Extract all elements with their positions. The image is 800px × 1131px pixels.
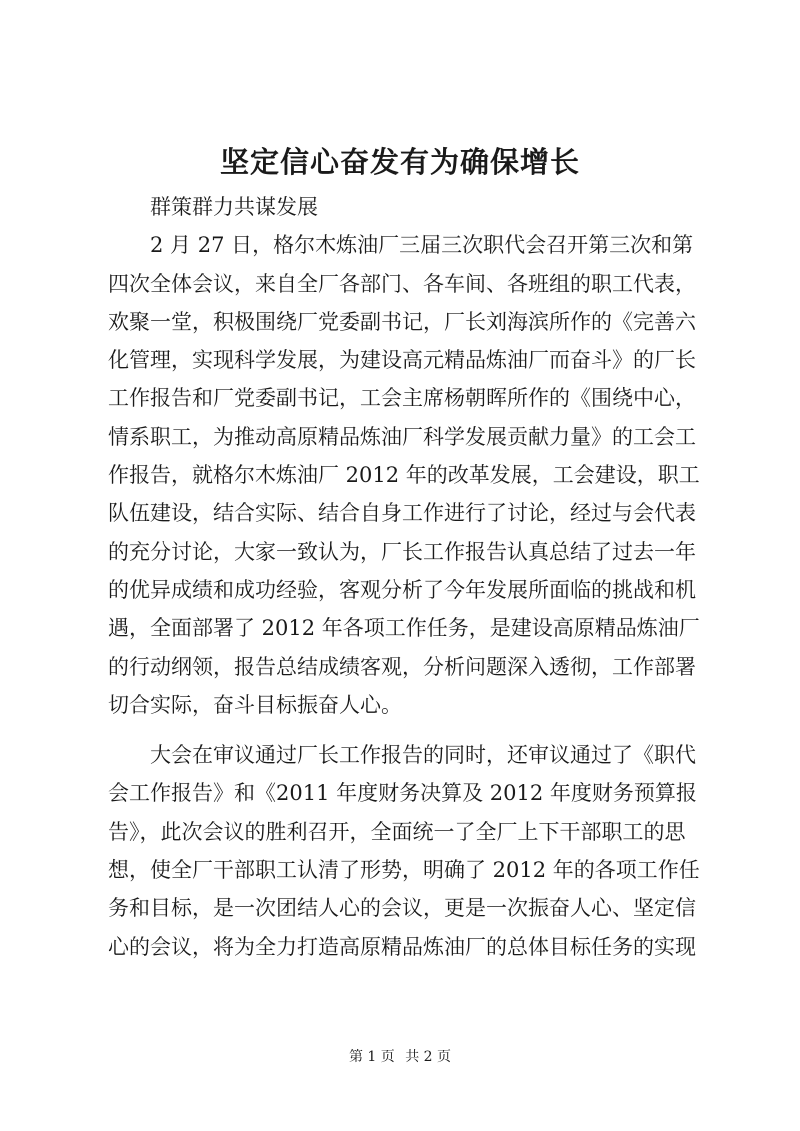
- paragraph-line: 的充分讨论，大家一致认为，厂长工作报告认真总结了过去一年: [108, 539, 696, 564]
- paragraph-1: [108, 226, 714, 724]
- paragraph-line: 切合实际，奋斗目标振奋人心。: [108, 692, 402, 717]
- subtitle-line: 群策群力共谋发展: [150, 195, 318, 219]
- paragraph-line: 大会在审议通过厂长工作报告的同时，还审议通过了《职代: [150, 743, 696, 768]
- paragraph-line: 心的会议，将为全力打造高原精品炼油厂的总体目标任务的实现: [108, 934, 696, 959]
- paragraph-line: 情系职工，为推动高原精品炼油厂科学发展贡献力量》的工会工: [108, 424, 696, 449]
- paragraph-line: 化管理，实现科学发展，为建设高元精品炼油厂而奋斗》的厂长: [108, 348, 696, 373]
- page-footer: [0, 1047, 800, 1067]
- paragraph-line: 遇，全面部署了 2012 年各项工作任务，是建设高原精品炼油厂: [108, 616, 700, 641]
- paragraph-line: 四次全体会议，来自全厂各部门、各车间、各班组的职工代表，: [108, 271, 696, 296]
- paragraph-line: 想，使全厂干部职工认清了形势，明确了 2012 年的各项工作任: [108, 858, 700, 883]
- paragraph-line: 欢聚一堂，积极围绕厂党委副书记，厂长刘海滨所作的《完善六: [108, 309, 696, 334]
- paragraph-line: 告》，此次会议的胜利召开，全面统一了全厂上下干部职工的思: [108, 819, 686, 844]
- paragraph-line: 2 月 27 日，格尔木炼油厂三届三次职代会召开第三次和第: [150, 233, 694, 258]
- paragraph-line: 工作报告和厂党委副书记，工会主席杨朝晖所作的《围绕中心，: [108, 386, 696, 411]
- page-title: 坚定信心奋发有为确保增长: [219, 145, 580, 179]
- paragraph-line: 会工作报告》和《2011 年度财务决算及 2012 年度财务预算报: [108, 781, 697, 806]
- document-body: [108, 188, 714, 966]
- paragraph-2: [108, 736, 714, 966]
- paragraph-line: 务和目标，是一次团结人心的会议，更是一次振奋人心、坚定信: [108, 896, 696, 921]
- paragraph-spacer: [108, 724, 714, 736]
- paragraph-line: 队伍建设，结合实际、结合自身工作进行了讨论，经过与会代表: [108, 501, 696, 526]
- paragraph-line: 作报告，就格尔木炼油厂 2012 年的改革发展，工会建设，职工: [108, 463, 700, 488]
- paragraph-line: 的优异成绩和成功经验，客观分析了今年发展所面临的挑战和机: [108, 577, 696, 602]
- page-number: 第 1 页: [348, 1049, 395, 1065]
- page-total: 共 2 页: [405, 1049, 452, 1065]
- paragraph-line: 的行动纲领，报告总结成绩客观，分析问题深入透彻，工作部署: [108, 654, 696, 679]
